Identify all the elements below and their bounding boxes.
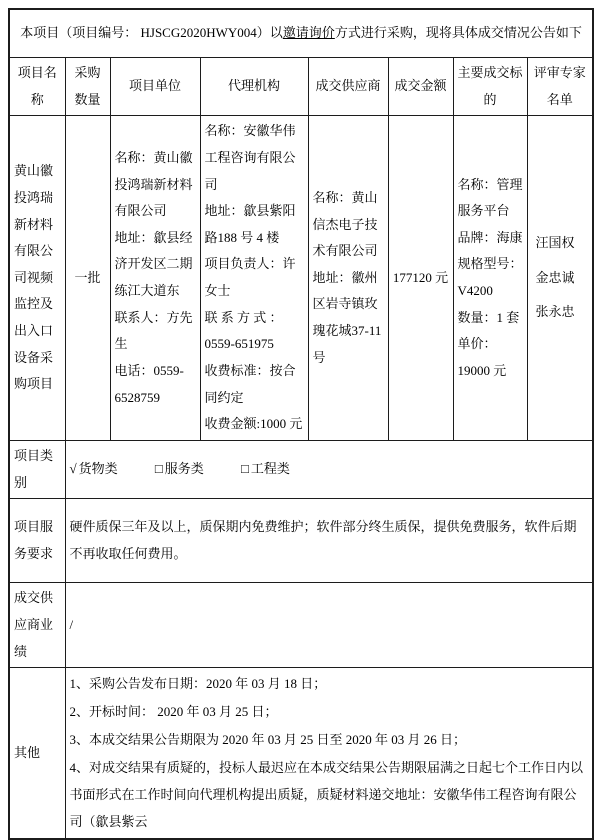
- cell-agency: [200, 116, 308, 441]
- column-header-quantity: 采购数量: [65, 58, 110, 116]
- column-header-project-name: 项目名称: [9, 58, 65, 116]
- category-row: [9, 440, 593, 498]
- option-services: [155, 461, 204, 476]
- option-services-label: 服务类: [164, 461, 204, 477]
- cell-award-amount: 177120 元: [388, 116, 453, 441]
- supplier-performance-label: 成交供应商业绩: [9, 583, 65, 668]
- project-unit-contact: 联系人：方先生: [114, 309, 193, 352]
- subject-unit-price: 单价：19000 元: [457, 336, 507, 379]
- service-requirements-label: 项目服务要求: [9, 499, 65, 583]
- cell-supplier: [308, 116, 388, 441]
- other-info-label: 其他: [9, 668, 65, 840]
- subject-quantity: 数量：1 套: [457, 309, 520, 325]
- column-header-experts: 评审专家名单: [527, 58, 593, 116]
- column-header-subject: 主要成交标的: [453, 58, 527, 116]
- announcement-document: [8, 8, 592, 840]
- subject-brand: 品牌：海康: [457, 229, 523, 245]
- supplier-performance-text: /: [65, 583, 593, 668]
- agency-fee-amount: 收费金额:1000 元: [204, 416, 303, 432]
- title-row: [9, 9, 593, 58]
- other-item-announcement-period: 3、本成交结果公告期限为 2020 年 03 月 25 日至 2020 年 03 月 26 日；: [69, 732, 467, 748]
- service-requirements-row: [9, 499, 593, 583]
- expert-name: 汪国权: [535, 235, 575, 251]
- checkmark-icon: √: [69, 461, 77, 477]
- header-row: [9, 58, 593, 116]
- cell-experts: [527, 116, 593, 441]
- agency-phone: 联 系 方 式 ：0559-651975: [204, 309, 283, 352]
- category-options: [65, 440, 593, 498]
- title-procurement-method: 邀请询价: [282, 25, 335, 41]
- other-info-content: [65, 668, 593, 840]
- option-goods: [70, 461, 118, 476]
- agency-manager: 项目负责人：许女士: [204, 256, 296, 299]
- agency-address: 地址：歙县紫阳路188 号 4 楼: [204, 203, 296, 245]
- other-item-publish-date: 1、采购公告发布日期：2020 年 03 月 18 日；: [69, 676, 327, 692]
- column-header-supplier: 成交供应商: [308, 58, 388, 116]
- award-data-row: [9, 116, 593, 441]
- other-item-bid-opening: 2、开标时间： 2020 年 03 月 25 日；: [69, 704, 278, 720]
- project-unit-phone: 电话：0559-6528759: [114, 363, 184, 405]
- other-item-objection: 4、对成交结果有质疑的，投标人最迟应在本成交结果公告期限届满之日起七个工作日内以书面形式在工作时间向代理机构提出质疑，质疑材料递交地址：安徽华伟工程咨询有限公司（歙县紫云: [69, 760, 584, 830]
- service-requirements-text: 硬件质保三年及以上，质保期内免费维护；软件部分终生质保，提供免费服务，软件后期不再收取任何费用。: [65, 499, 593, 583]
- supplier-address: 地址：徽州区岩寺镇玫瑰花城37-11 号: [312, 269, 382, 365]
- checkbox-empty-icon: □: [241, 461, 249, 477]
- project-unit-address: 地址：歙县经济开发区二期练江大道东: [114, 229, 193, 299]
- category-label: 项目类别: [9, 440, 65, 498]
- expert-name: 金忠诚: [535, 269, 575, 285]
- title-prefix: 本项目（项目编号： HJSCG2020HWY004）以: [20, 25, 283, 41]
- announcement-title: [9, 9, 593, 58]
- subject-model: 规格型号：V4200: [457, 256, 523, 299]
- option-engineering: [241, 461, 290, 476]
- checkbox-empty-icon: □: [154, 461, 163, 477]
- supplier-performance-row: [9, 583, 593, 668]
- project-unit-name: 名称：黄山徽投鸿瑞新材料有限公司: [114, 149, 193, 219]
- agency-name: 名称：安徽华伟工程咨询有限公司: [204, 123, 296, 192]
- option-engineering-label: 工程类: [250, 461, 290, 477]
- cell-project-name: 黄山徽投鸿瑞新材料有限公司视频监控及出入口设备采购项目: [9, 116, 65, 441]
- agency-fee-standard: 收费标准：按合同约定: [204, 363, 296, 405]
- subject-name: 名称：管理服务平台: [457, 176, 523, 219]
- other-info-row: [9, 668, 593, 840]
- cell-award-subject: [453, 116, 527, 441]
- column-header-agency: 代理机构: [200, 58, 308, 116]
- supplier-name: 名称：黄山信杰电子技术有限公司: [312, 189, 378, 259]
- cell-project-unit: [110, 116, 200, 441]
- expert-name: 张永忠: [535, 304, 575, 320]
- column-header-amount: 成交金额: [388, 58, 453, 116]
- option-goods-label: 货物类: [78, 461, 118, 477]
- column-header-project-unit: 项目单位: [110, 58, 200, 116]
- award-announcement-table: [8, 8, 594, 840]
- title-suffix: 方式进行采购，现将具体成交情况公告如下: [334, 25, 582, 41]
- cell-quantity: 一批: [65, 116, 110, 441]
